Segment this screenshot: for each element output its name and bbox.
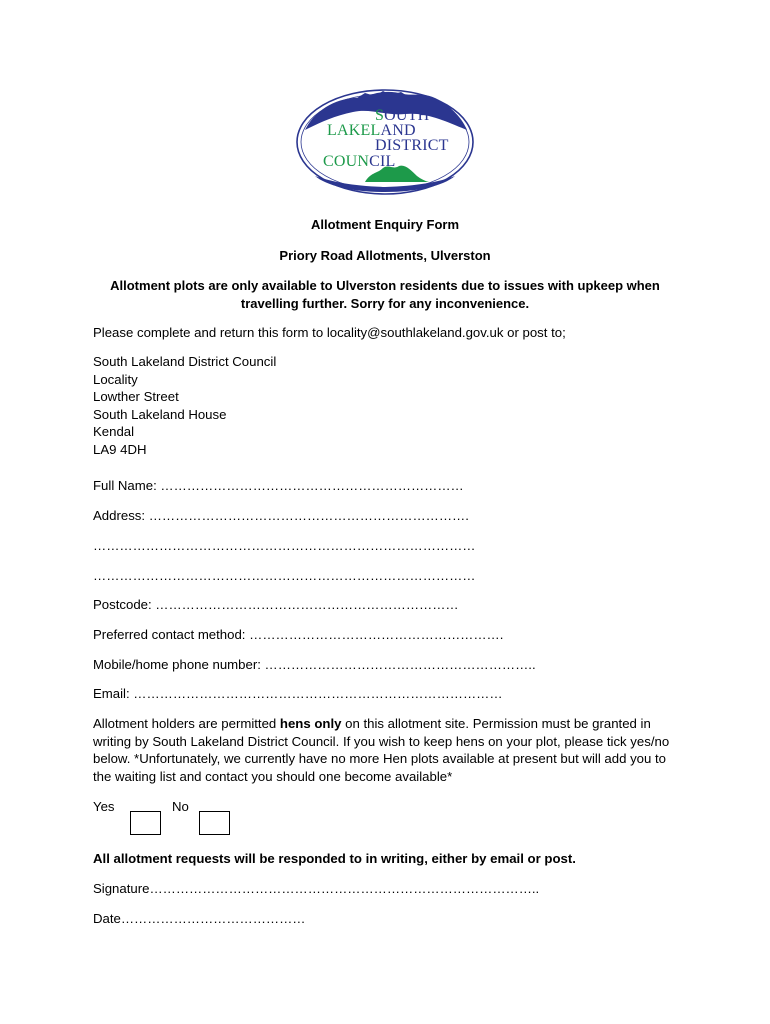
address-line: LA9 4DH (93, 441, 147, 457)
postal-address (93, 353, 276, 459)
logo-line-south: SOUTH (375, 107, 430, 124)
address-line: South Lakeland House (93, 406, 227, 422)
hens-only-emphasis: hens only (279, 716, 342, 731)
date-field[interactable]: Date…………………………………… (93, 911, 306, 926)
address-field-line-2[interactable]: …………………………………………………………………………… (93, 538, 476, 553)
hens-text-before: Allotment holders are permitted (93, 716, 280, 731)
no-checkbox[interactable] (199, 811, 230, 835)
address-line: Kendal (93, 424, 135, 440)
council-logo (293, 86, 477, 198)
address-field-line-1[interactable]: Address: ………………………………………………………………. (93, 508, 469, 523)
address-line: South Lakeland District Council (93, 354, 277, 369)
response-note: All allotment requests will be responded to in writing, either by email or post. (93, 851, 576, 866)
return-instructions: Please complete and return this form to locality@southlakeland.gov.uk or post to; (93, 325, 566, 340)
residency-notice (0, 277, 770, 313)
no-label: No (172, 799, 189, 814)
address-field-line-3[interactable]: …………………………………………………………………………… (93, 568, 476, 583)
yes-checkbox[interactable] (130, 811, 161, 835)
phone-number-field[interactable]: Mobile/home phone number: …………………………………………………….. (93, 657, 536, 672)
postcode-field[interactable]: Postcode: …………………………………………………………… (93, 597, 459, 612)
logo-line-district: DISTRICT (375, 137, 449, 154)
residency-notice-text: Allotment plots are only available to Ulverston residents due to issues with upkeep when travelling further. Sorry for any inconvenience. (110, 278, 660, 311)
form-subtitle: Priory Road Allotments, Ulverston (279, 248, 491, 263)
contact-method-field[interactable]: Preferred contact method: …………………………………………………. (93, 627, 504, 642)
full-name-field[interactable]: Full Name: …………………………………………………………… (93, 478, 464, 493)
hens-text-after: on this allotment site. Permission must be granted in writing by South Lakeland District Council. If you wish to keep hens on your plot, please tick yes/no below. *Unfortunately, we currently have no more Hen plots available at present but will add you to the waiting list and contact you should one become available* (93, 716, 670, 784)
email-field[interactable]: Email: ………………………………………………………………………… (93, 686, 503, 701)
logo-line-council: COUNCIL (323, 153, 396, 170)
address-line: Lowther Street (93, 389, 179, 405)
form-title: Allotment Enquiry Form (310, 217, 460, 232)
address-line: Locality (93, 371, 138, 387)
logo-line-lakeland: LAKELAND (327, 122, 416, 139)
yes-label: Yes (93, 799, 115, 814)
signature-field[interactable]: Signature…………………………………………………………………………….. (93, 881, 540, 896)
hens-paragraph (93, 715, 673, 785)
